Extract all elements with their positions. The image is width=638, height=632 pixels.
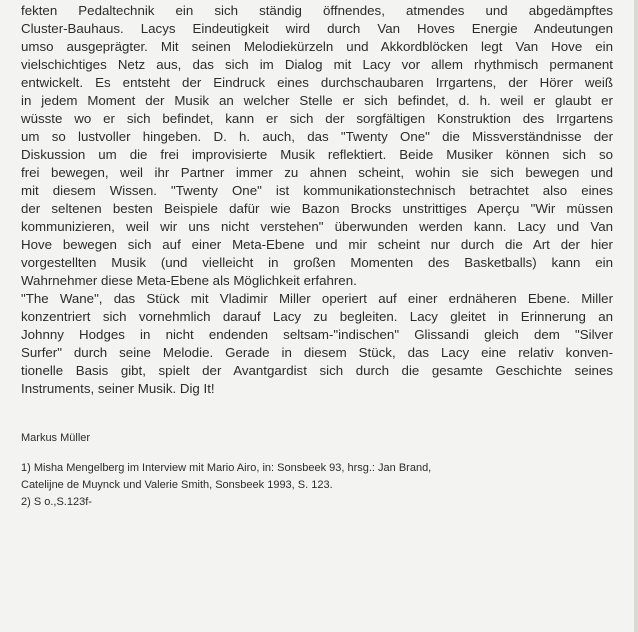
- text-line: fekten Pedaltechnik ein sich ständig öffnendes, atmendes und abgedämpftes: [21, 3, 613, 18]
- text-line: entwickelt. Es entsteht der Eindruck eines durchschaubaren Irrgartens, der Hörer weiß: [21, 75, 613, 90]
- text-line: der seltenen besten Beispiele dafür wie Bazon Brocks unstrittiges Aperçu "Wir müssen: [21, 201, 613, 216]
- text-line: in jedem Moment der Musik an welcher Stelle er sich befindet, d. h. weil er glaubt er: [21, 93, 613, 108]
- text-line: Hove bewegen sich auf einer Meta-Ebene und mir scheint nur durch die Art der hier: [21, 237, 613, 252]
- text-line: frei bewegen, weil ihr Partner immer zu ahnen scheint, wohin sie sich bewegen und: [21, 165, 613, 180]
- author-signature: Markus Müller: [21, 432, 91, 444]
- article-body: [21, 2, 613, 398]
- footnote-line: 2) S o.,S.123f-: [21, 496, 92, 508]
- text-line: wüsste wo er sich befindet, kann er sich der sorgfältigen Konstruktion des Irrgartens: [21, 111, 613, 126]
- text-line: umso ausgeprägter. Mit seinen Melodiekürzeln und Akkordblöcken legt Van Hove ein: [21, 39, 613, 54]
- text-line: vielschichtiges Netz aus, das sich im Dialog mit Lacy vor allem rhythmisch permanent: [21, 57, 613, 72]
- text-line: kommunizieren, weil wir uns nicht verstehen" überwunden werden kann. Lacy und Van: [21, 219, 613, 234]
- text-line: konzentriert sich vornehmlich darauf Lacy zu begleiten. Lacy gleitet in Erinnerung an: [21, 309, 613, 324]
- text-line: Diskussion um die frei improvisierte Musik reflektiert. Beide Musiker können sich so: [21, 147, 613, 162]
- text-line: Surfer" durch seine Melodie. Gerade in diesem Stück, das Lacy eine relativ konven-: [21, 345, 613, 360]
- footnote-line: 1) Misha Mengelberg im Interview mit Mario Airo, in: Sonsbeek 93, hrsg.: Jan Brand,: [21, 462, 432, 474]
- text-line: Instruments, seiner Musik. Dig It!: [21, 381, 215, 396]
- text-line: Wahrnehmer diese Meta-Ebene als Möglichkeit erfahren.: [21, 273, 357, 288]
- text-line: vorgestellten Musik (und vielleicht in großen Momenten des Basketballs) kann ein: [21, 255, 613, 270]
- footnotes: [21, 460, 431, 511]
- footnote-line: Catelijne de Muynck und Valerie Smith, Sonsbeek 1993, S. 123.: [21, 479, 333, 491]
- text-line: Cluster-Bauhaus. Lacys Eindeutigkeit wird durch Van Hoves Energie Andeutungen: [21, 21, 613, 36]
- text-line: tionelle Basis gibt, spielt der Avantgardist sich durch die gesamte Geschichte seines: [21, 363, 613, 378]
- text-line: um so lustvoller hingeben. D. h. auch, das "Twenty One" die Missverständnisse der: [21, 129, 613, 144]
- text-line: mit diesem Wissen. "Twenty One" ist kommunikationstechnisch betrachtet also eines: [21, 183, 613, 198]
- text-line: "The Wane", das Stück mit Vladimir Miller operiert auf einer erdnäheren Ebene. Miller: [21, 291, 613, 306]
- text-line: Johnny Hodges in nicht endenden seltsam-"indischen" Glissandi gleich dem "Silver: [21, 327, 613, 342]
